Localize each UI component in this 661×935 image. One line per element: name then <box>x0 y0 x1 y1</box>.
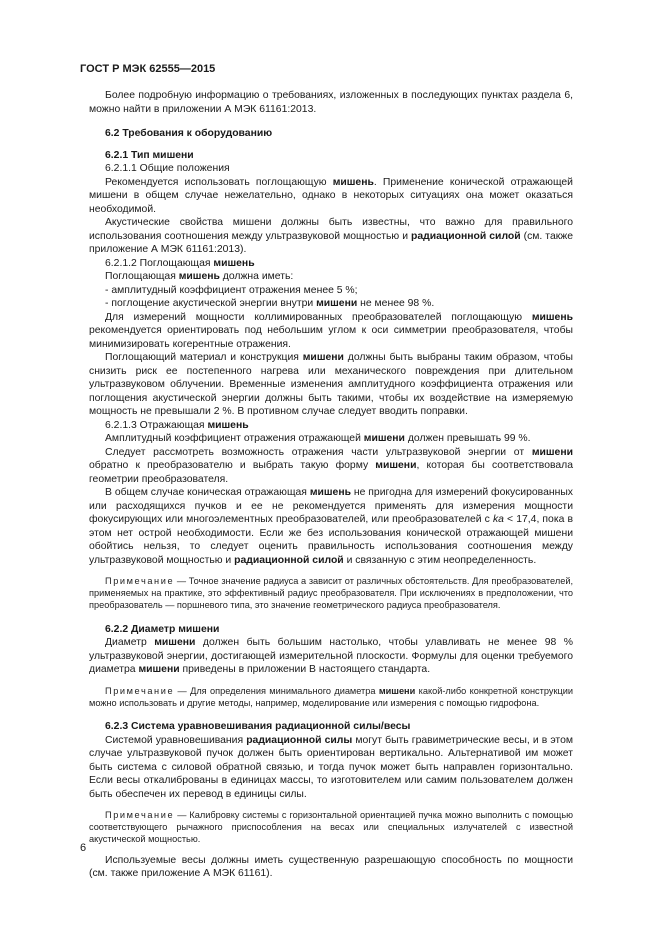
subsection-6-2-1-2-title: 6.2.1.2 Поглощающая мишень <box>105 257 255 269</box>
note: Примечание — Точное значение радиуса a зависит от различных обстоятельств. Для преобразователей, применяемых на практике, это эффективный радиус преобразователя. При исключениях в предположении, что преобразователь — поршневого типа, это значение геометрического радиуса преобразователя. <box>89 576 573 611</box>
paragraph: Системой уравновешивания радиационной силы могут быть гравиметрические весы, и в этом случае ультразвуковой пучок должен быть ориентирован вертикально. Альтернативой им может быть система с силовой обратной связью, и тогда пучок может быть направлен горизонтально. Если весы откалиброваны в единицах массы, то изготовителем или самим пользователем должен быть обеспечен их перевод в единицы силы. <box>89 734 573 800</box>
page-number: 6 <box>80 842 87 854</box>
paragraph: Амплитудный коэффициент отражения отражающей мишени должен превышать 99 %. <box>105 433 531 444</box>
list-item: - амплитудный коэффициент отражения менее 5 %; <box>105 284 358 296</box>
paragraph: Для измерений мощности коллимированных преобразователей поглощающую мишень рекомендуется ориентировать под небольшим углом к оси симметрии преобразователя, чтобы минимизировать когерентные отражения. <box>89 311 573 350</box>
section-6-2-1-title: 6.2.1 Тип мишени <box>105 149 194 161</box>
section-6-2-2-title: 6.2.2 Диаметр мишени <box>105 623 220 635</box>
paragraph: Диаметр мишени должен быть большим настолько, чтобы улавливать не менее 98 % ультразвуковой энергии, достигающей измерительной плоскости. Формулы для оценки требуемого диаметра мишени приведены в приложении В настоящего стандарта. <box>89 637 573 676</box>
subsection-6-2-1-1-title: 6.2.1.1 Общие положения <box>105 163 230 174</box>
paragraph: Акустические свойства мишени должны быть известны, что важно для правильного использования соотношения между ультразвуковой мощностью и радиационной силой (см. также приложение А МЭК 61161:2013). <box>89 217 573 255</box>
note-label: Примечание <box>105 810 175 821</box>
paragraph: В общем случае коническая отражающая мишень не пригодна для измерений фокусированных или расходящихся пучков и ее не рекомендуется применять для измерения мощности фокусирующих или многоэлементных преобразователей, или преобразователей с ka < 17,4, пока в этом нет острой необходимости. Если же без использования конической отражающей мишени обойтись нельзя, то следует оценить правильность использования соотношения между ультразвуковой мощностью и радиационной силой и связанную с этим неопределенность. <box>89 487 573 566</box>
paragraph: Поглощающий материал и конструкция мишени должны быть выбраны таким образом, чтобы снизить риск ее постепенного нагрева или механического повреждения при длительном ультразвуковом облучении. Временные изменения амплитудного коэффициента отражения или поглощения акустической энергии должны быть такими, чтобы их воздействие на измеряемую мощность не превышали 2 %. В противном случае следует вводить поправки. <box>89 352 574 417</box>
list-item: - поглощение акустической энергии внутри мишени не менее 98 %. <box>105 298 435 309</box>
subsection-6-2-1-3-title: 6.2.1.3 Отражающая мишень <box>105 419 249 431</box>
note-label: Примечание <box>105 576 175 586</box>
page-content <box>89 89 573 881</box>
paragraph: Следует рассмотреть возможность отражения части ультразвуковой энергии от мишени обратно к преобразователю и выбрать такую форму мишени, которая бы соответствовала геометрии преобразователя. <box>89 446 573 485</box>
note: Примечание — Калибровку системы с горизонтальной ориентацией пучка можно выполнить с помощью соответствующего рычажного приспособления на весах или специальных излучателей с известной акустической мощностью. <box>89 810 573 845</box>
paragraph: Используемые весы должны иметь существенную разрешающую способность по мощности (см. также приложение А МЭК 61161). <box>89 854 573 880</box>
paragraph: Рекомендуется использовать поглощающую мишень. Применение конической отражающей мишени в общем случае нежелательно, однако в некоторых ситуациях она может оказаться необходимой. <box>89 176 573 215</box>
paragraph: Поглощающая мишень должна иметь: <box>105 271 294 282</box>
note-label: Примечание <box>105 685 175 696</box>
page-header: ГОСТ Р МЭК 62555—2015 <box>80 63 216 75</box>
note: Примечание — Для определения минимального диаметра мишени какой-либо конкретной конструкции можно использовать и другие методы, например, моделирование или измерения с помощью гидрофона. <box>89 685 573 708</box>
section-6-2-3-title: 6.2.3 Система уравновешивания радиационной силы/весы <box>105 721 411 733</box>
intro-paragraph: Более подробную информацию о требованиях, изложенных в последующих пунктах раздела 6, можно найти в приложении А МЭК 61161:2013. <box>89 90 573 115</box>
section-6-2-title: 6.2 Требования к оборудованию <box>105 128 273 139</box>
